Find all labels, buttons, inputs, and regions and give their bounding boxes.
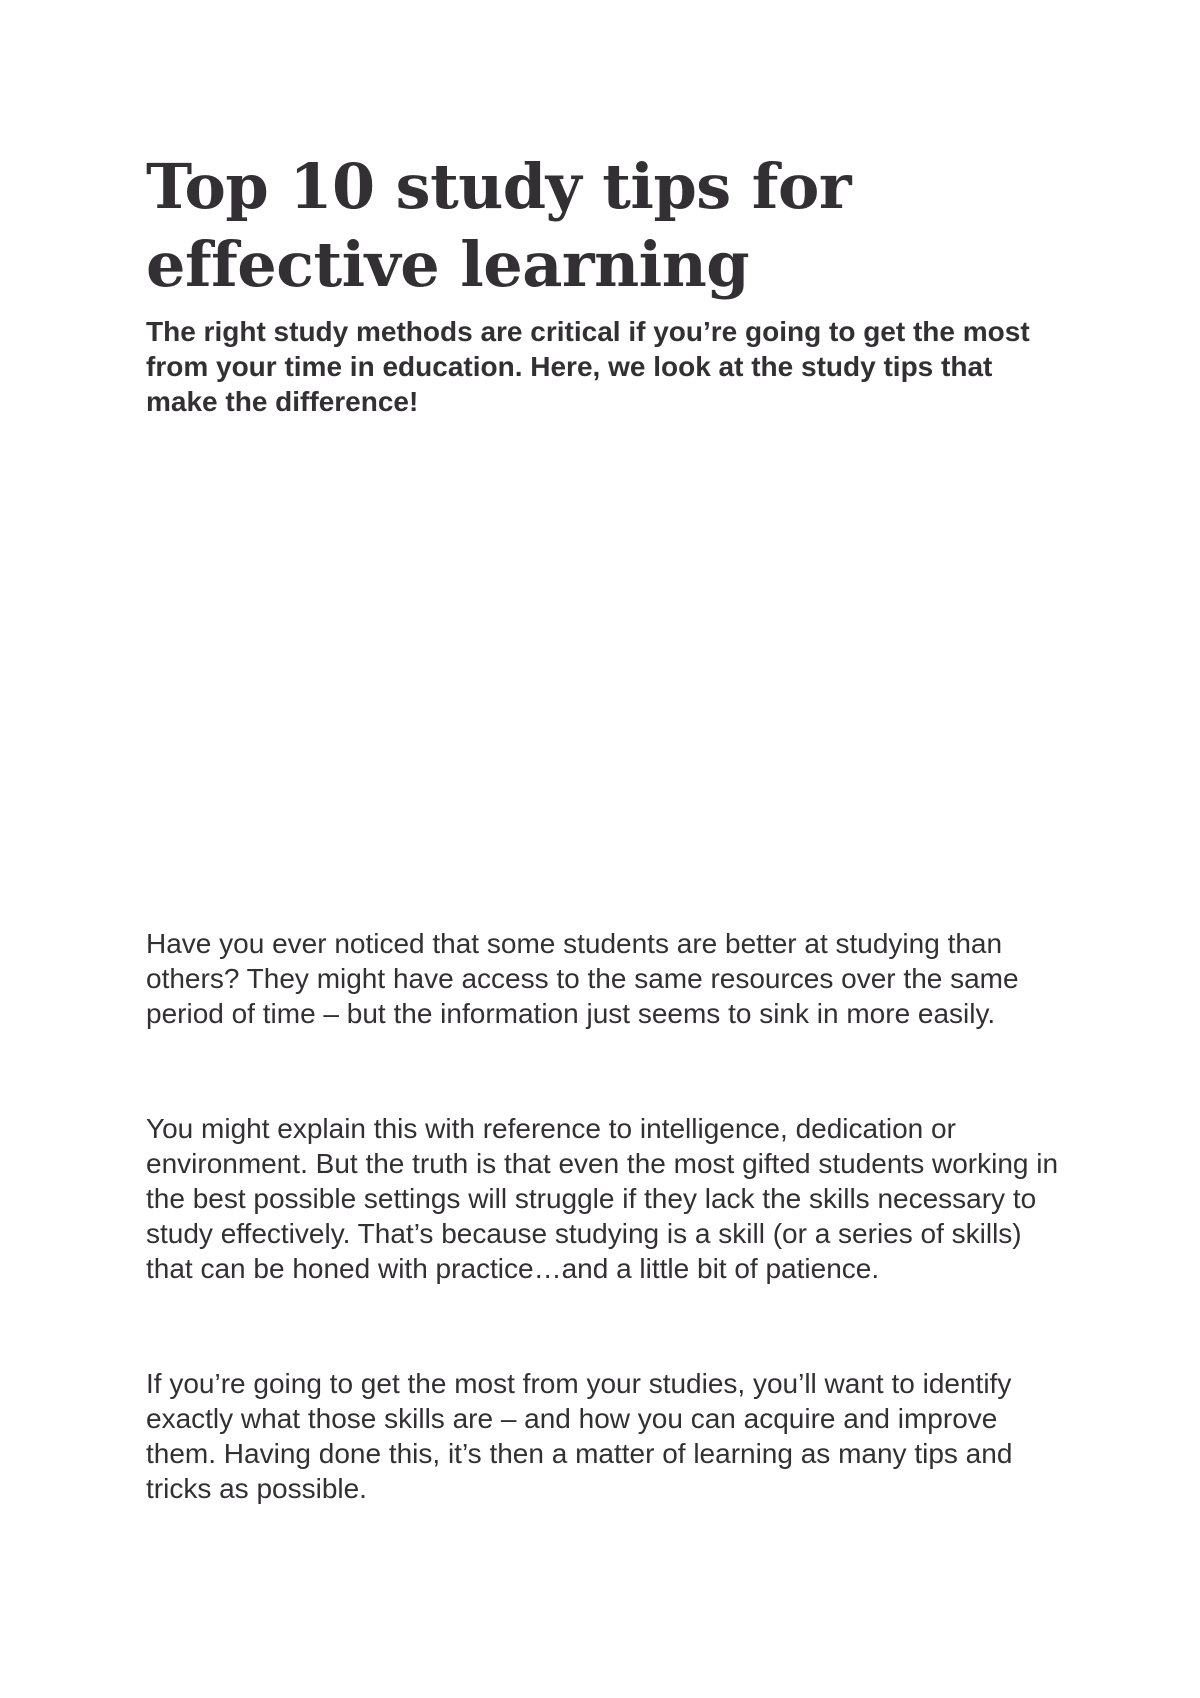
body-paragraph-2: You might explain this with reference to intelligence, dedication or environment. But the truth is that even the most gifted students working in the best possible settings will struggle if they lack the skills necessary to study effectively. That’s because studying is a skill (or a series of skills) that can be honed with practice…and a little bit of patience. [146,1113,1059,1284]
body-paragraph-3: If you’re going to get the most from your studies, you’ll want to identify exactly what those skills are – and how you can acquire and improve them. Having done this, it’s then a matter of learning as many tips and tricks as possible. [146,1368,1013,1504]
article-subtitle: The right study methods are critical if you’re going to get the most from your time in education. Here, we look at the study tips that make the difference! [146,316,1030,417]
body-paragraph-1: Have you ever noticed that some students are better at studying than others? They might have access to the same resources over the same period of time – but the information just seems to sink in more easily. [146,928,1019,1029]
blank-image-area [146,450,1046,890]
article-title: Top 10 study tips for effective learning [146,150,851,301]
